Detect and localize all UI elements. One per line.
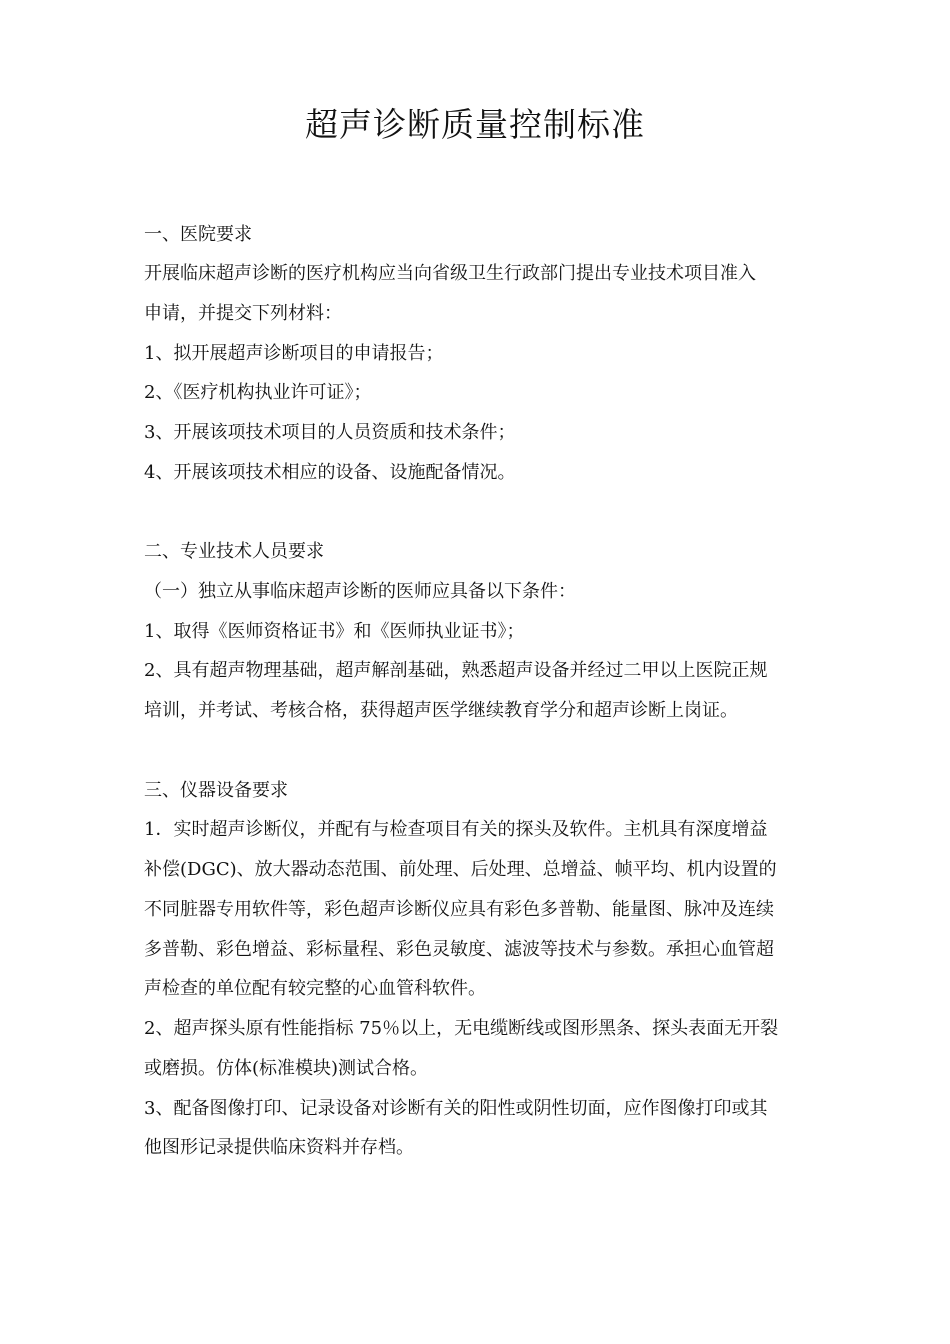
section3-item-3-line2: 他图形记录提供临床资料并存档。	[144, 1137, 414, 1158]
section3-item-1-line2: 补偿(DGC)、放大器动态范围、前处理、后处理、总增益、帧平均、机内设置的	[144, 859, 777, 880]
section2-item-2-line2: 培训，并考试、考核合格，获得超声医学继续教育学分和超声诊断上岗证。	[144, 700, 738, 721]
section3-item-2-line2: 或磨损。仿体(标准模块)测试合格。	[144, 1058, 429, 1079]
section2-item-1: 1、取得《医师资格证书》和《医师执业证书》；	[144, 621, 525, 642]
document-title: 超声诊断质量控制标准	[305, 105, 645, 144]
section1-item-4: 4、开展该项技术相应的设备、设施配备情况。	[144, 462, 516, 483]
section2-subheading: （一）独立从事临床超声诊断的医师应具备以下条件：	[144, 581, 576, 602]
section1-intro-line1: 开展临床超声诊断的医疗机构应当向省级卫生行政部门提出专业技术项目准入	[144, 263, 756, 284]
section1-item-2: 2、《医疗机构执业许可证》；	[144, 382, 372, 403]
section2-heading: 二、专业技术人员要求	[144, 541, 324, 562]
section3-item-3-line1: 3、配备图像打印、记录设备对诊断有关的阳性或阴性切面，应作图像打印或其	[144, 1098, 768, 1119]
section3-heading: 三、仪器设备要求	[144, 780, 288, 801]
section3-item-1-line4: 多普勒、彩色增益、彩标量程、彩色灵敏度、滤波等技术与参数。承担心血管超	[144, 939, 774, 960]
section3-item-1-line5: 声检查的单位配有较完整的心血管科软件。	[144, 978, 486, 999]
section1-heading: 一、医院要求	[144, 224, 252, 245]
section3-item-1-line1: 1．实时超声诊断仪，并配有与检查项目有关的探头及软件。主机具有深度增益	[144, 819, 768, 840]
section3-item-1-line3: 不同脏器专用软件等，彩色超声诊断仪应具有彩色多普勒、能量图、脉冲及连续	[144, 899, 774, 920]
section2-item-2-line1: 2、具有超声物理基础，超声解剖基础，熟悉超声设备并经过二甲以上医院正规	[144, 660, 768, 681]
section1-intro-line2: 申请，并提交下列材料：	[144, 303, 342, 324]
section1-item-1: 1、拟开展超声诊断项目的申请报告；	[144, 343, 444, 364]
section3-item-2-line1: 2、超声探头原有性能指标 75％以上，无电缆断线或图形黑条、探头表面无开裂	[144, 1018, 779, 1039]
section1-item-3: 3、开展该项技术项目的人员资质和技术条件；	[144, 422, 516, 443]
